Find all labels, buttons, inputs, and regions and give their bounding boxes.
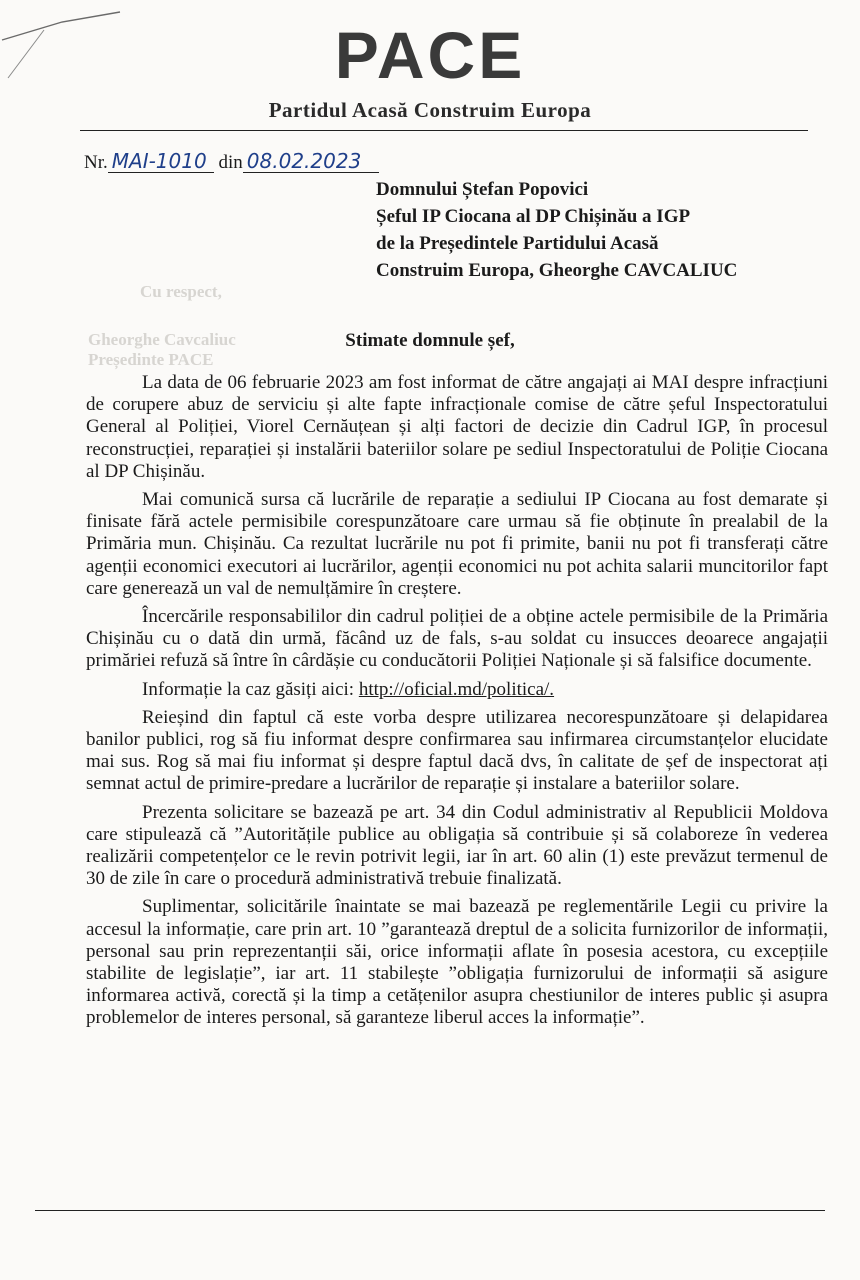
addressee-line: Construim Europa, Gheorghe CAVCALIUC	[376, 260, 738, 281]
body-paragraph: Mai comunică sursa că lucrările de reparație a sediului IP Ciocana au fost demarate și finisate fără actele permisibile corespunzătoare care urmau să fie obținute în prealabil de la Primăria mun. Chișinău. Ca rezultat lucrările nu pot fi primite, banii nu pot fi transferați către agenții economici executori ai lucrărilor, agenții economici nu pot achita salarii muncitorilor fapt care generează un val de nemulțămire în creștere.	[86, 489, 828, 599]
party-name: Partidul Acasă Construim Europa	[268, 98, 592, 122]
party-logo: PACE	[334, 18, 526, 92]
info-link[interactable]: http://oficial.md/politica/.	[358, 678, 555, 700]
addressee-line: Domnului Ștefan Popovici	[376, 179, 589, 200]
addressee-line: de la Președintele Partidului Acasă	[376, 233, 659, 254]
salutation: Stimate domnule șef,	[345, 330, 515, 351]
body-paragraph: La data de 06 februarie 2023 am fost informat de către angajați ai MAI despre infracțiuni de corupere abuz de serviciu și alte fapte infracționale comise de către șeful Inspectoratului General al Poliției, Viorel Cernăuțean și alți factori de decizie din Cadrul IGP, în procesul reconstrucției, reparației și instalării bateriilor solare pe sediul Inspectoratului de Poliție Ciocana al DP Chișinău.	[86, 372, 828, 482]
body-paragraph: Reieșind din faptul că este vorba despre utilizarea necorespunzătoare și delapidarea banilor publici, rog să fiu informat despre confirmarea sau infirmarea circumstanțelor elucidate mai sus. Rog să mai fiu informat și despre faptul dacă dvs, în calitate de șef de inspectorat ați semnat actul de primire-predare a lucrărilor de reparație și instalare a bateriilor solare.	[86, 706, 828, 795]
registration-date: 08.02.2023	[243, 150, 379, 173]
bleed-through-title: Președinte PACE	[88, 350, 214, 369]
letter-body	[86, 372, 828, 1036]
addressee-line: Șeful IP Ciocana al DP Chișinău a IGP	[376, 206, 691, 227]
body-paragraph: Prezenta solicitare se bazează pe art. 34 din Codul administrativ al Republicii Moldova care stipulează că ”Autoritățile publice au obligația să contribuie și să colaboreze în vederea realizării competențelor ce le revin potrivit legii, iar în art. 60 alin (1) este prevăzut termenul de 30 de zile în care o procedură administrativă trebuie finalizată.	[86, 801, 828, 890]
din-label: din	[218, 152, 243, 173]
addressee-block	[376, 176, 816, 284]
body-paragraph: Suplimentar, solicitările înaintate se mai bazează pe reglementările Legii cu privire la accesul la informație, care prin art. 10 ”garantează dreptul de a solicita furnizorilor de informații, personal sau prin reprezentanții săi, orice informații aflate în posesia acestora, cu excepțiile stabilite de legislație”, iar art. 11 stabilește ”obligația furnizorului de informații să asigure informarea activă, corectă și la timp a cetățenilor asupra chestiunilor de interes public și asupra problemelor de interes personal, să garanteze liberul acces la informație”.	[86, 896, 828, 1029]
bleed-through-closing: Cu respect,	[140, 282, 222, 301]
registration-number: MAI-1010	[108, 150, 214, 173]
header-divider	[80, 130, 808, 131]
footer-divider	[35, 1210, 825, 1211]
body-paragraph: Încercările responsabililor din cadrul poliției de a obține actele permisibile de la Primăria Chișinău cu o dată din urmă, făcând uz de fals, s-au soldat cu insucces deoarece angajații primăriei refuză să între în cârdășie cu conducătorii Poliției Naționale și să falsifice documente.	[86, 606, 828, 672]
nr-label: Nr.	[84, 152, 108, 173]
reference-line	[84, 150, 379, 174]
info-text: Informație la caz găsiți aici:	[142, 678, 359, 700]
bleed-through-signer: Gheorghe Cavcaliuc	[88, 330, 236, 349]
info-paragraph	[86, 679, 828, 701]
